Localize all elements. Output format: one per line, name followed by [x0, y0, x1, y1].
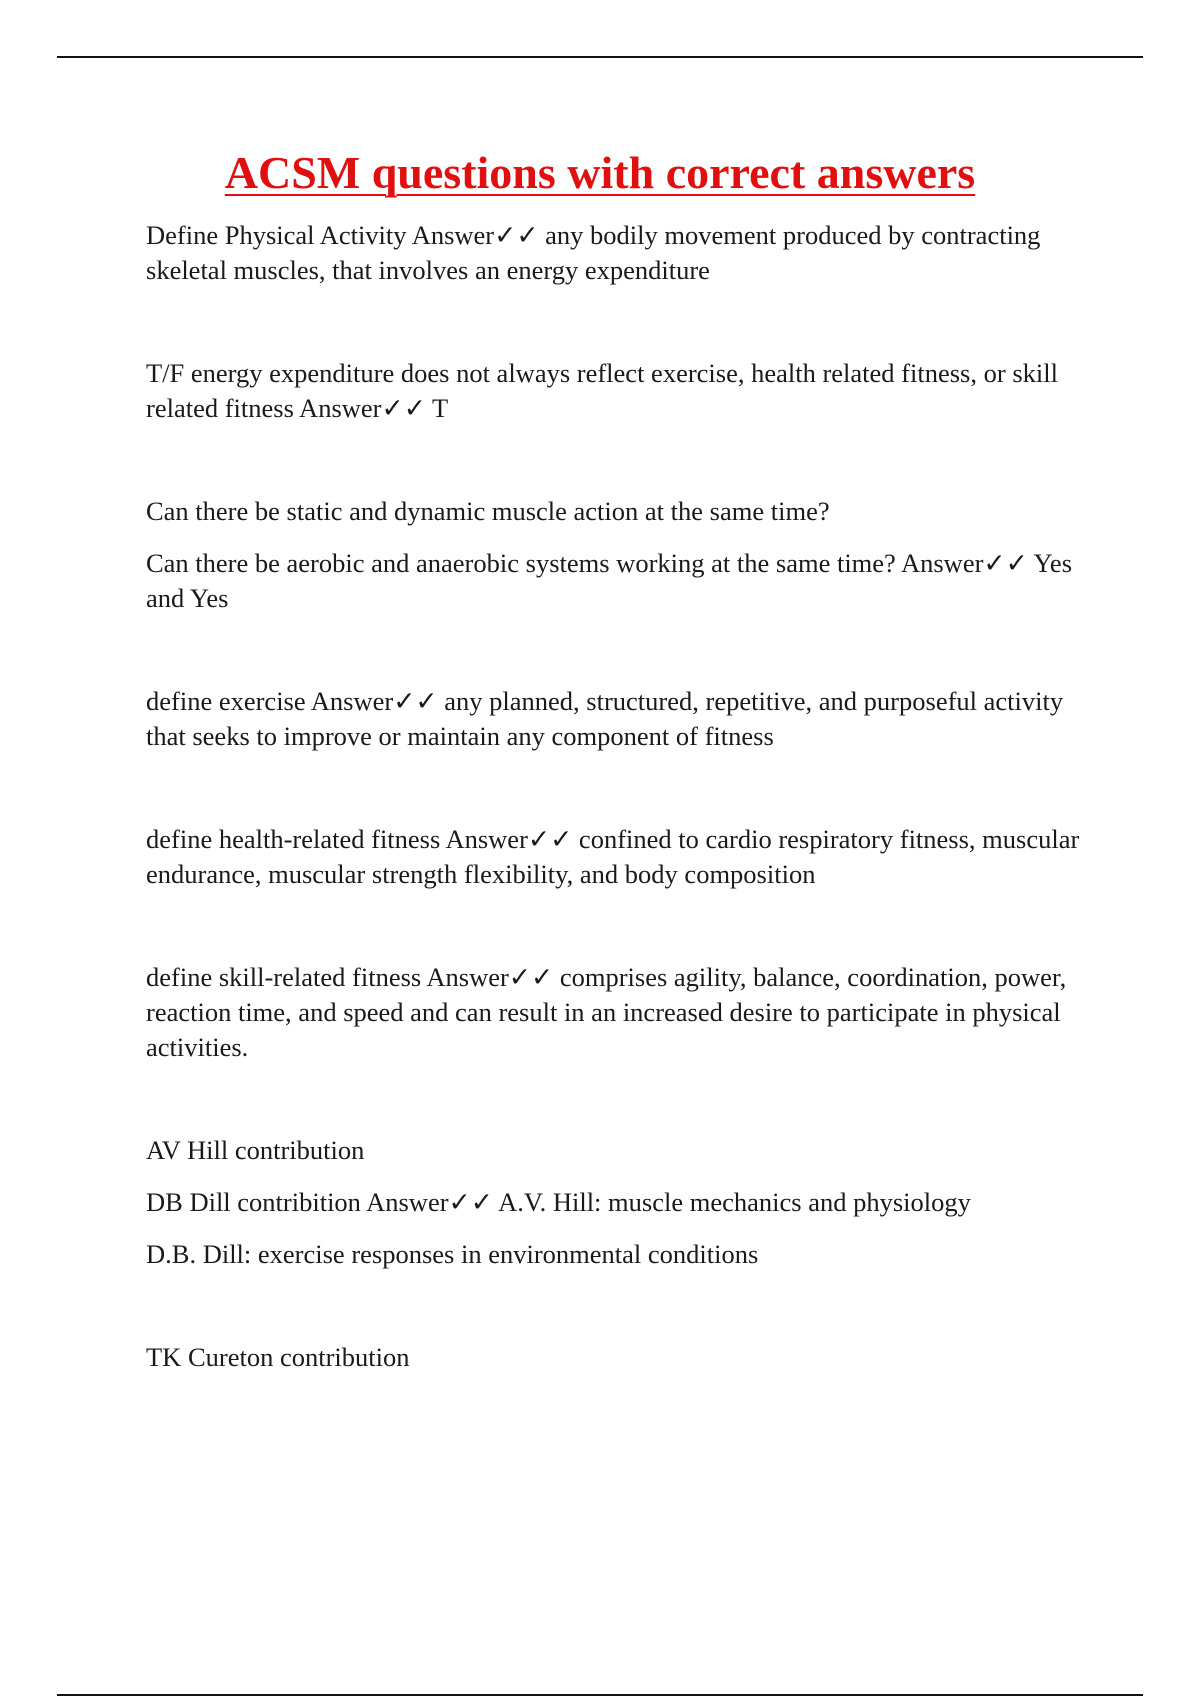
- page-title: ACSM questions with correct answers: [224, 147, 976, 198]
- paragraph-db-dill-answer: D.B. Dill: exercise responses in environmental conditions: [146, 1239, 759, 1269]
- paragraph-skill-related-fitness: define skill-related fitness Answer✓✓ comprises agility, balance, coordination, power, reaction time, and speed and can result in an increased desire to participate in physical activities.: [146, 962, 1067, 1062]
- paragraph-energy-expenditure: T/F energy expenditure does not always reflect exercise, health related fitness, or skill related fitness Answer✓✓ T: [146, 358, 1058, 423]
- footer-rule: [57, 1694, 1143, 1696]
- paragraph-aerobic-anaerobic: Can there be aerobic and anaerobic systems working at the same time? Answer✓✓ Yes and Yes: [146, 548, 1073, 613]
- paragraph-physical-activity: Define Physical Activity Answer✓✓ any bodily movement produced by contracting skeletal muscles, that involves an energy expenditure: [146, 220, 1041, 285]
- paragraph-tk-cureton: TK Cureton contribution: [146, 1342, 410, 1372]
- paragraph-av-hill: AV Hill contribution: [146, 1135, 365, 1165]
- paragraph-health-related-fitness: define health-related fitness Answer✓✓ confined to cardio respiratory fitness, muscular endurance, muscular strength flexibility, and body composition: [146, 824, 1080, 889]
- header-rule: [57, 56, 1143, 58]
- paragraph-db-dill: DB Dill contribition Answer✓✓ A.V. Hill: muscle mechanics and physiology: [146, 1187, 971, 1217]
- document-body: [146, 218, 1096, 1375]
- paragraph-define-exercise: define exercise Answer✓✓ any planned, structured, repetitive, and purposeful activity that seeks to improve or maintain any component of fitness: [146, 686, 1064, 751]
- paragraph-static-dynamic: Can there be static and dynamic muscle action at the same time?: [146, 496, 830, 526]
